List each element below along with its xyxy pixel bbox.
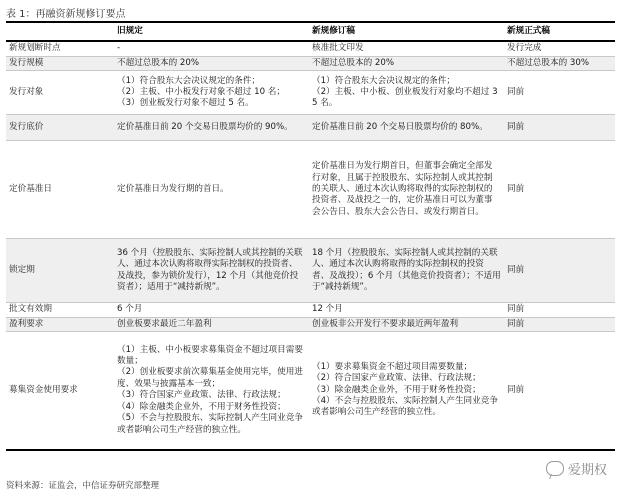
table-row: [6, 303, 615, 317]
revised-draft-cell: [309, 115, 504, 141]
old-rule-cell: [114, 317, 309, 331]
cell-line: 定价基准日为发行期的首日。: [117, 184, 229, 195]
cell-line: 同前: [507, 265, 525, 276]
cell-line: 定价基准日前 20 个交易日股票均价的 80%。: [312, 122, 488, 133]
cell-line: 同前: [507, 184, 525, 195]
old-rule-cell: [114, 303, 309, 317]
final-version-cell: [504, 41, 615, 56]
cell-line: （4）不会与控股股东、实际控制人产生同业竞争或者影响公司生产经营的独立性。: [312, 395, 498, 418]
final-version-cell: [504, 332, 615, 450]
table-row: [6, 71, 615, 115]
row-label: 募集资金使用要求: [6, 332, 114, 450]
final-version-cell: [504, 141, 615, 239]
cell-line: （2）主板、中小板发行对象不超过 10 名；: [117, 87, 285, 98]
cell-line: （3）创业板发行对象不超过 5 名。: [117, 98, 254, 109]
header-final-version: 新规正式稿: [504, 22, 615, 41]
revised-draft-cell: [309, 56, 504, 70]
table-row: [6, 332, 615, 450]
revised-draft-cell: [309, 303, 504, 317]
cell-line: 发行完成: [507, 43, 542, 54]
cell-line: 同前: [507, 384, 525, 395]
source-note: 资料来源：证监会，中信证券研究部整理: [6, 481, 160, 491]
table-header-row: [6, 22, 615, 41]
header-old-rules: 旧规定: [114, 22, 309, 41]
cell-line: 不超过总股本的 20%: [312, 57, 394, 68]
cell-line: -: [117, 43, 121, 54]
cell-line: （1）符合股东大会决议规定的条件；: [117, 75, 260, 86]
table-row: [6, 317, 615, 331]
row-label: 批文有效期: [6, 303, 114, 317]
cell-line: 定价基准日为发行期首日，但董事会确定全部发行对象，且属于控股股东、实际控制人或其控制的关联人、通过本次认购将取得的实际控制权的投资者、及战投之一的，定价基准日可以为董事会公告日、股东大会公告日、或发行期首日。: [312, 161, 493, 217]
revised-draft-cell: [309, 332, 504, 450]
table-row: [6, 115, 615, 141]
cell-line: （3）符合国家产业政策、法律、行政法规；: [117, 390, 286, 401]
cell-line: （3）除金融类企业外，不用于财务性投资；: [312, 384, 481, 395]
row-label: 发行对象: [6, 71, 114, 115]
cell-line: 同前: [507, 318, 525, 329]
cell-line: 18 个月（控股股东、实际控制人或其控制的关联人、通过本次认购将取得的实际控制权的投资者、及战投）；6 个月（其他竞价投资者）；不适用于“减持新规”。: [312, 247, 501, 293]
row-label: 发行底价: [6, 115, 114, 141]
cell-line: 36 个月（控股股东、实际控制人或其控制的关联人、通过本次认购将取得实际控制权的投资者、及战投，参为锁价发行），12 个月（其他竞价投资者）；适用于“减持新规”。: [117, 247, 303, 293]
cell-line: 同前: [507, 87, 525, 98]
cell-line: （1）要求募集资金不超过项目需要数量；: [312, 361, 473, 372]
old-rule-cell: [114, 141, 309, 239]
cell-line: 创业板非公开发行不要求最近两年盈利: [312, 318, 459, 329]
final-version-cell: [504, 303, 615, 317]
cell-line: （4）除金融类企业外，不用于财务性投资；: [117, 401, 286, 412]
row-label: 新规划断时点: [6, 41, 114, 56]
revised-draft-cell: [309, 317, 504, 331]
watermark-text: 爱期权: [567, 463, 607, 478]
cell-line: （5）不会与控股股东、实际控制人产生同业竞争或者影响公司生产经营的独立性。: [117, 413, 303, 435]
final-version-cell: [504, 56, 615, 70]
watermark: [546, 459, 607, 478]
cell-line: 核准批文印发: [312, 43, 364, 54]
old-rule-cell: [114, 239, 309, 303]
cell-line: 不超过总股本的 20%: [117, 57, 199, 68]
old-rule-cell: [114, 115, 309, 141]
cell-line: （1）符合股东大会决议规定的条件；: [312, 75, 455, 86]
cell-line: 12 个月: [312, 304, 343, 315]
revised-draft-cell: [309, 141, 504, 239]
cell-line: 不超过总股本的 30%: [507, 57, 589, 68]
cell-line: 创业板要求最近二年盈利: [117, 318, 212, 329]
header-revised-draft: 新规修订稿: [309, 22, 504, 41]
header-item: [6, 22, 114, 41]
table-caption: 表 1：再融资新规修订要点: [6, 9, 126, 20]
cell-line: 6 个月: [117, 304, 143, 315]
final-version-cell: [504, 239, 615, 303]
old-rule-cell: [114, 71, 309, 115]
cell-line: （2）创业板要求前次募集基金使用完毕，使用进度、效果与披露基本一致；: [117, 367, 303, 389]
final-version-cell: [504, 115, 615, 141]
table-row: [6, 141, 615, 239]
table-row: [6, 239, 615, 303]
revised-draft-cell: [309, 239, 504, 303]
cell-line: 定价基准日前 20 个交易日股票均价的 90%。: [117, 122, 293, 133]
wechat-bubble-icon: [546, 461, 564, 476]
table-row: [6, 56, 615, 70]
cell-line: （2）符合国家产业政策、法律、行政法规；: [312, 373, 481, 384]
old-rule-cell: [114, 41, 309, 56]
row-label: 发行规模: [6, 56, 114, 70]
cell-line: （2）主板、中小板、创业板发行对象均不超过 35 名。: [312, 87, 498, 109]
table-row: [6, 41, 615, 56]
final-version-cell: [504, 71, 615, 115]
final-version-cell: [504, 317, 615, 331]
cell-line: 同前: [507, 304, 525, 315]
old-rule-cell: [114, 332, 309, 450]
revised-draft-cell: [309, 71, 504, 115]
row-label: 锁定期: [6, 239, 114, 303]
cell-line: （1）主板、中小板要求募集资金不超过项目需要数量；: [117, 344, 303, 367]
revised-draft-cell: [309, 41, 504, 56]
cell-line: 同前: [507, 122, 525, 133]
row-label: 定价基准日: [6, 141, 114, 239]
table-body: [6, 41, 615, 449]
old-rule-cell: [114, 56, 309, 70]
row-label: 盈利要求: [6, 317, 114, 331]
regulation-table: [6, 21, 615, 451]
